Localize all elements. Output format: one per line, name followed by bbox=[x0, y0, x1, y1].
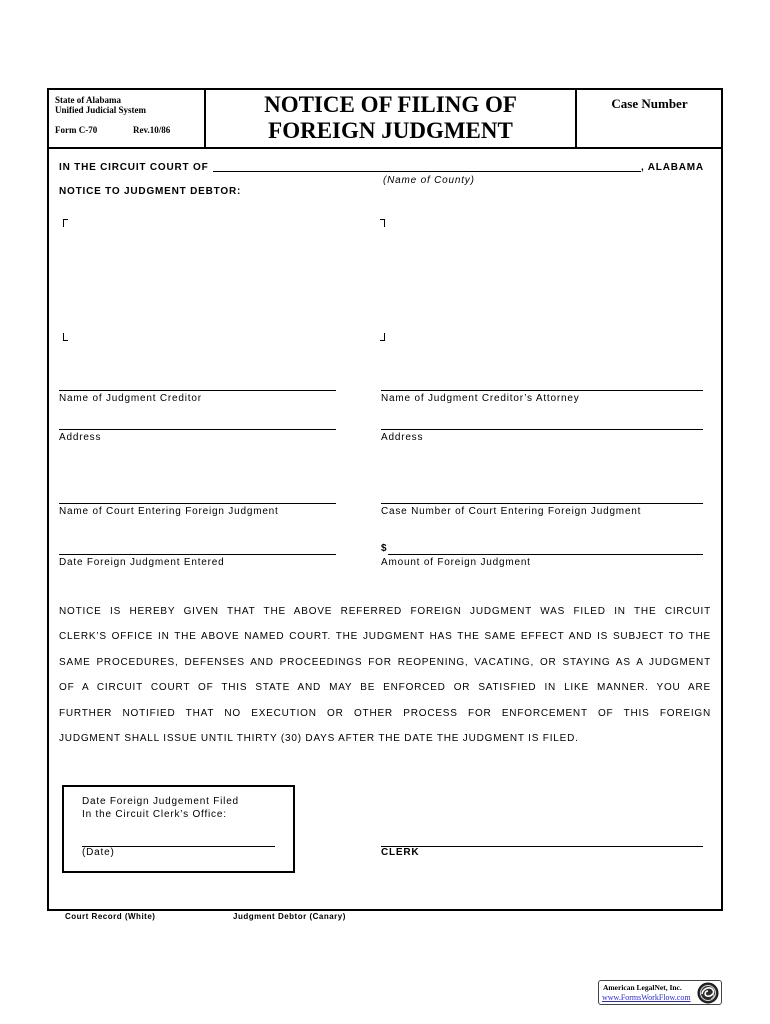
county-caption: (Name of County) bbox=[383, 175, 475, 186]
notice-line: CLERK’S OFFICE IN THE ABOVE NAMED COURT. THE JUDGMENT HAS THE SAME EFFECT AND IS SUBJECT TO THE bbox=[59, 631, 711, 643]
attorney-address-field[interactable] bbox=[381, 415, 703, 430]
currency-symbol: $ bbox=[381, 543, 387, 554]
foreign-court-name-field[interactable] bbox=[59, 489, 336, 504]
notice-paragraph bbox=[59, 599, 711, 751]
copy-judgment-debtor: Judgment Debtor (Canary) bbox=[233, 912, 346, 921]
foreign-court-name-label: Name of Court Entering Foreign Judgment bbox=[59, 506, 279, 517]
notice-line: FURTHER NOTIFIED THAT NO EXECUTION OR OTHER PROCESS FOR ENFORCEMENT OF THIS FOREIGN bbox=[59, 707, 711, 719]
creditor-address-label: Address bbox=[59, 432, 102, 443]
creditor-attorney-label: Name of Judgment Creditor’s Attorney bbox=[381, 393, 580, 404]
clerk-caption: CLERK bbox=[381, 847, 420, 858]
notice-line: SAME PROCEDURES, DEFENSES AND PROCEEDINGS FOR REOPENING, VACATING, OR STAYING AS A JUDGMENT bbox=[59, 656, 711, 668]
bracket-bottom-left bbox=[63, 333, 68, 341]
form-number: Form C-70 bbox=[55, 125, 98, 135]
copy-court-record: Court Record (White) bbox=[65, 912, 156, 921]
judgment-amount-label: Amount of Foreign Judgment bbox=[381, 557, 531, 568]
judgment-date-label: Date Foreign Judgment Entered bbox=[59, 557, 225, 568]
form-title-line-1: NOTICE OF FILING OF bbox=[264, 92, 517, 117]
issuer-system: Unified Judicial System bbox=[55, 105, 147, 115]
bracket-top-left bbox=[63, 219, 68, 227]
creditor-address-field[interactable] bbox=[59, 415, 336, 430]
notice-line: OF A CIRCUIT COURT OF THIS STATE AND MAY BE ENFORCED OR SATISFIED IN LIKE MANNER. YOU ARE bbox=[59, 682, 711, 694]
filing-date-field[interactable] bbox=[82, 832, 275, 847]
legalnet-logo-icon bbox=[697, 982, 719, 1004]
issuer-state: State of Alabama bbox=[55, 95, 121, 105]
judgment-amount-field[interactable] bbox=[388, 540, 703, 555]
case-number-label: Case Number bbox=[611, 96, 688, 111]
form-revision: Rev.10/86 bbox=[133, 125, 171, 135]
notice-line: JUDGMENT SHALL ISSUE UNTIL THIRTY (30) DAYS AFTER THE DATE THE JUDGMENT IS FILED. bbox=[59, 732, 579, 744]
clerk-signature-field[interactable] bbox=[381, 832, 703, 847]
court-prefix: IN THE CIRCUIT COURT OF bbox=[59, 162, 209, 173]
bracket-top-right bbox=[380, 219, 385, 227]
header-divider bbox=[47, 147, 723, 149]
foreign-case-number-label: Case Number of Court Entering Foreign Judgment bbox=[381, 506, 642, 517]
foreign-case-number-field[interactable] bbox=[381, 489, 703, 504]
publisher-name: American LegalNet, Inc. bbox=[603, 983, 682, 992]
creditor-name-field[interactable] bbox=[59, 376, 336, 391]
notice-line: NOTICE IS HEREBY GIVEN THAT THE ABOVE REFERRED FOREIGN JUDGMENT WAS FILED IN THE CIRCUIT bbox=[59, 606, 711, 617]
debtor-heading: NOTICE TO JUDGMENT DEBTOR: bbox=[59, 186, 242, 197]
creditor-attorney-field[interactable] bbox=[381, 376, 703, 391]
filing-box-line-1: Date Foreign Judgement Filed bbox=[82, 796, 239, 807]
court-suffix: , ALABAMA bbox=[641, 162, 704, 173]
publisher-link[interactable]: www.FormsWorkFlow.com bbox=[602, 993, 691, 1002]
debtor-address-field[interactable] bbox=[63, 219, 385, 341]
case-number-field[interactable] bbox=[590, 116, 709, 142]
filing-date-caption: (Date) bbox=[82, 847, 115, 858]
form-title-line-2: FOREIGN JUDGMENT bbox=[268, 118, 513, 143]
attorney-address-label: Address bbox=[381, 432, 424, 443]
county-field[interactable] bbox=[213, 157, 641, 172]
form-title bbox=[205, 92, 576, 144]
creditor-name-label: Name of Judgment Creditor bbox=[59, 393, 202, 404]
judgment-date-field[interactable] bbox=[59, 540, 336, 555]
bracket-bottom-right bbox=[380, 333, 385, 341]
filing-box-line-2: In the Circuit Clerk’s Office: bbox=[82, 809, 227, 820]
